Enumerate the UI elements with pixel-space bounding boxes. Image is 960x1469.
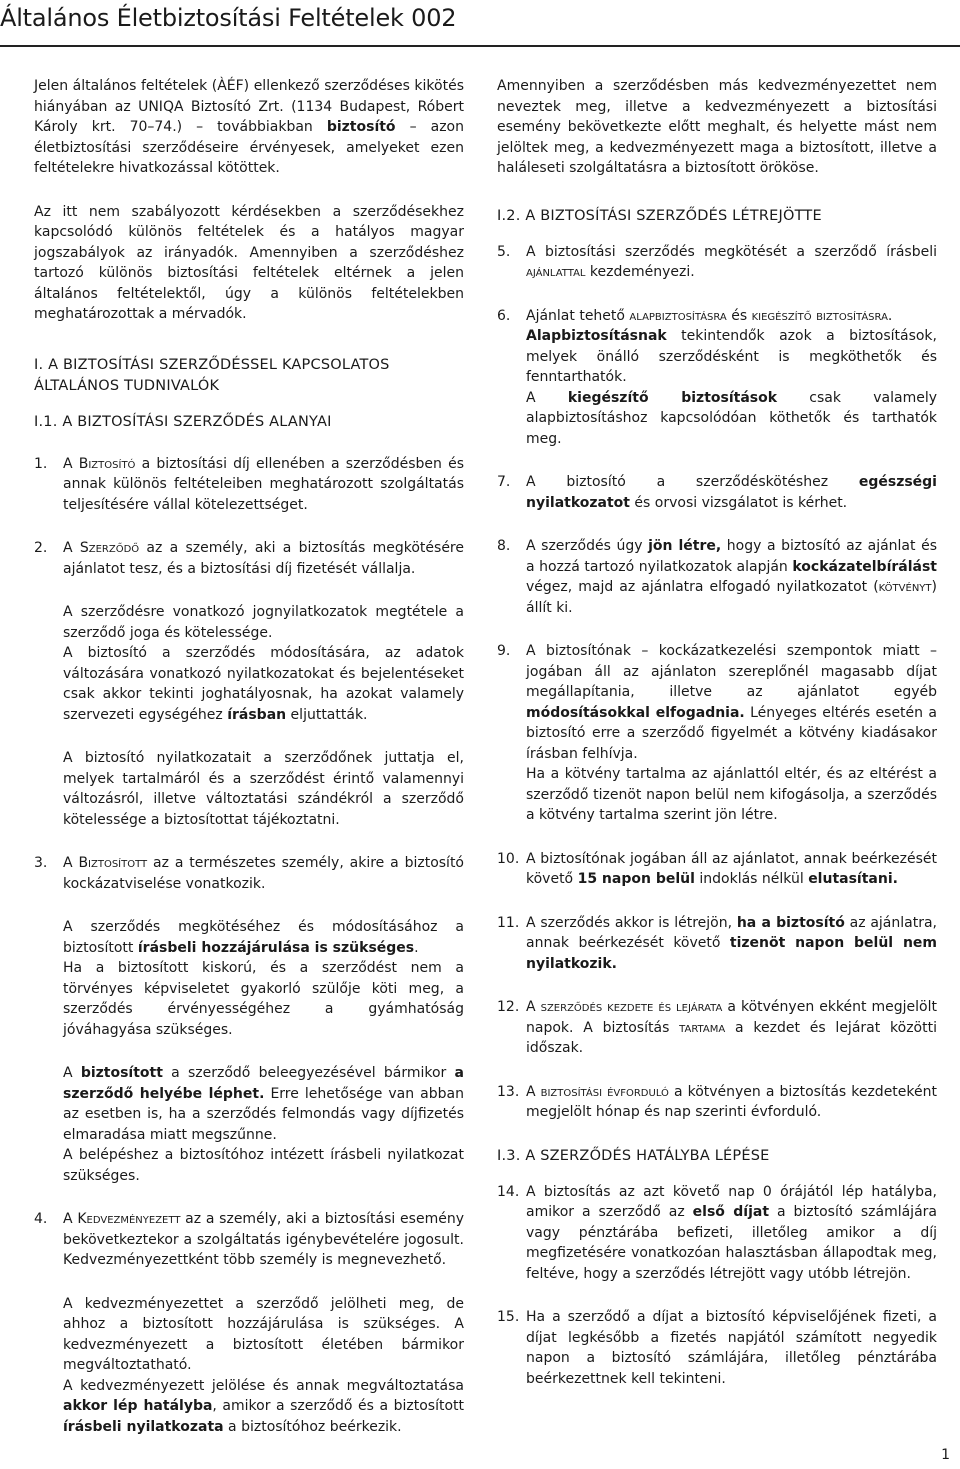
list-item-6: 6. Ajánlat tehető alapbiztosításra és kiegészítő biztosításra. Alapbiztosításnak tekintendők azok a biztosítások, melyek önálló szerződésként is megköthetők és fenntarthatók. A kiegészítő biztosítások csak valamely alapbiztosításhoz kapcsolódóan köthetők és tarthatók meg.: [497, 307, 937, 447]
section-heading-I3: I.3. A SZERZŐDÉS HATÁLYBA LÉPÉSE: [497, 1147, 770, 1164]
list-item-7: 7. A biztosító a szerződéskötéshez egészségi nyilatkozatot és orvosi vizsgálatot is kérhet.: [497, 474, 937, 511]
intro-paragraph-1: Jelen általános feltételek (ÀÉF) ellenkező szerződéses kikötés hiányában az UNIQA Biztosító Zrt. (1134 Budapest, Róbert Károly krt. 70–74.) – továbbiakban biztosító – azon életbiztosítási szerződéseire érvényesek, amelyeket ezen feltételekre hivatkozással kötöttek.: [34, 78, 464, 176]
list-item-4: 4. A Kedvezményezett az a személy, aki a biztosítási esemény bekövetkeztekor a szolgáltatás igénybevételére jogosult. Kedvezményezettként több személy is megnevezhető. A kedvezményezettet a szerződő jelölheti meg, de ahhoz a biztosított hozzájárulása is szükséges. A kedvezményezett a biztosított életében bármikor megváltoztatható. A kedvezményezett jelölése és annak megváltoztatása akkor lép hatályba, amikor a szerződő és a biztosított írásbeli nyilatkozata a biztosítóhoz beérkezik.: [34, 1211, 464, 1435]
list-item-13: 13. A biztosítási évforduló a kötvényen a biztosítás kezdeteként megjelölt hónap és nap szerinti évforduló.: [497, 1083, 937, 1120]
list-item-5: 5. A biztosítási szerződés megkötését a szerződő írásbeli ajánlattal kezdeményezi.: [497, 243, 937, 280]
list-item-15: 15. Ha a szerződő a díjat a biztosító képviselőjének fizeti, a díjat legkésőbb a fizetés napjától számított negyedik napon a biztosító számlájára, illetőleg pénztárába beérkezettnek kell tekinteni.: [497, 1309, 937, 1387]
list-item-9: 9. A biztosítónak – kockázatkezelési szempontok miatt – jogában áll az ajánlaton szereplőnél magasabb díjat megállapítania, illetve az ajánlatot egyéb módosításokkal elfogadnia. Lényeges eltérés esetén a biztosító erre a szerződő figyelmét a kötvény kiadásakor írásban felhívja. Ha a kötvény tartalma az ajánlattól eltér, és az eltérést a szerződő tizenöt napon belül nem kifogásolja, a szerződés a kötvény tartalma szerint jön létre.: [497, 643, 937, 823]
right-column: [497, 76, 937, 1412]
beneficiary-paragraph: Amennyiben a szerződésben más kedvezményezettet nem neveztek meg, illetve a kedvezményezett a biztosítási esemény bekövetkezte előtt meghalt, és helyette mást nem jelöltek meg, a kedvezményezett maga a biztosított, illetve a haláleseti szolgáltatásra a biztosított örököse.: [497, 78, 937, 176]
title-divider: [0, 45, 960, 47]
list-item-1: 1. A Biztosító a biztosítási díj ellenében a szerződésben és annak különös feltételeiben meghatározott szolgáltatás teljesítésére vállal kötelezettséget.: [34, 455, 464, 513]
section-heading-I2: I.2. A BIZTOSÍTÁSI SZERZŐDÉS LÉTREJÖTTE: [497, 207, 822, 224]
list-item-8: 8. A szerződés úgy jön létre, hogy a biztosító az ajánlat és a hozzá tartozó nyilatkozatok alapján kockázatelbírálást végez, majd az ajánlatra elfogadó nyilatkozatot (kötvényt) állít ki.: [497, 538, 937, 616]
intro-paragraph-2: Az itt nem szabályozott kérdésekben a szerződésekhez kapcsolódó különös feltételek és a hatályos magyar jogszabályok az irányadók. Amennyiben a szerződéshez tartozó különös biztosítási feltételek eltérnek a jelen általános feltételektől, úgy a különös feltételekben meghatározottak a mérvadók.: [34, 203, 464, 322]
section-heading-I: I. A BIZTOSÍTÁSI SZERZŐDÉSSEL KAPCSOLATOS ÁLTALÁNOS TUDNIVALÓK: [34, 356, 390, 394]
page-title: Általános Életbiztosítási Feltételek 002: [0, 4, 457, 32]
left-column: [34, 76, 464, 1460]
list-item-10: 10. A biztosítónak jogában áll az ajánlatot, annak beérkezését követő 15 napon belül indoklás nélkül elutasítani.: [497, 850, 937, 887]
page-number: 1: [941, 1447, 950, 1463]
list-item-3: 3. A Biztosított az a természetes személy, akire a biztosító kockázatviselése vonatkozik. A szerződés megkötéséhez és módosításához a biztosított írásbeli hozzájárulása is szükséges. Ha a biztosított kiskorú, és a szerződést nem a törvényes képviseletet gyakorló szülője köti meg, a szerződés érvényességéhez a gyámhatóság jóváhagyása szükséges. A biztosított a szerződő beleegyezésével bármikor a szerződő helyébe léphet. Erre lehetősége van abban az esetben is, ha a szerződés felmondás vagy díjfizetés elmaradása miatt megszűnne. A belépéshez a biztosítóhoz intézett írásbeli nyilatkozat szükséges.: [34, 855, 464, 1184]
list-item-14: 14. A biztosítás az azt követő nap 0 órájától lép hatályba, amikor a szerződő az első díjat a biztosító számlájára vagy pénztárába befizeti, illetőleg amikor a díj megfizetésére vonatkozóan halasztásban állapodtak meg, feltéve, hogy a szerződés létrejött vagy utóbb létrejön.: [497, 1183, 937, 1282]
section-heading-I1: I.1. A BIZTOSÍTÁSI SZERZŐDÉS ALANYAI: [34, 413, 332, 430]
list-item-2: 2. A Szerződő az a személy, aki a biztosítás megkötésére ajánlatot tesz, és a biztosítási díj fizetését vállalja. A szerződésre vonatkozó jognyilatkozatok megtétele a szerződő joga és kötelessége. A biztosító a szerződés módosítására, az adatok változására vonatkozó nyilatkozatokat és bejelentéseket csak akkor tekinti joghatályosnak, ha azokat valamely szervezeti egységéhez írásban eljuttatták. A biztosító nyilatkozatait a szerződőnek juttatja el, melyek tartalmáról és a szerződést érintő valamennyi változásról, illetve változtatási szándékról a szerződő kötelessége a biztosítottat tájékoztatni.: [34, 540, 464, 828]
list-item-11: 11. A szerződés akkor is létrejön, ha a biztosító az ajánlatra, annak beérkezését követő tizenöt napon belül nem nyilatkozik.: [497, 914, 937, 972]
list-item-12: 12. A szerződés kezdete és lejárata a kötvényen ekként megjelölt napok. A biztosítás tartama a kezdet és lejárat közötti időszak.: [497, 999, 938, 1056]
